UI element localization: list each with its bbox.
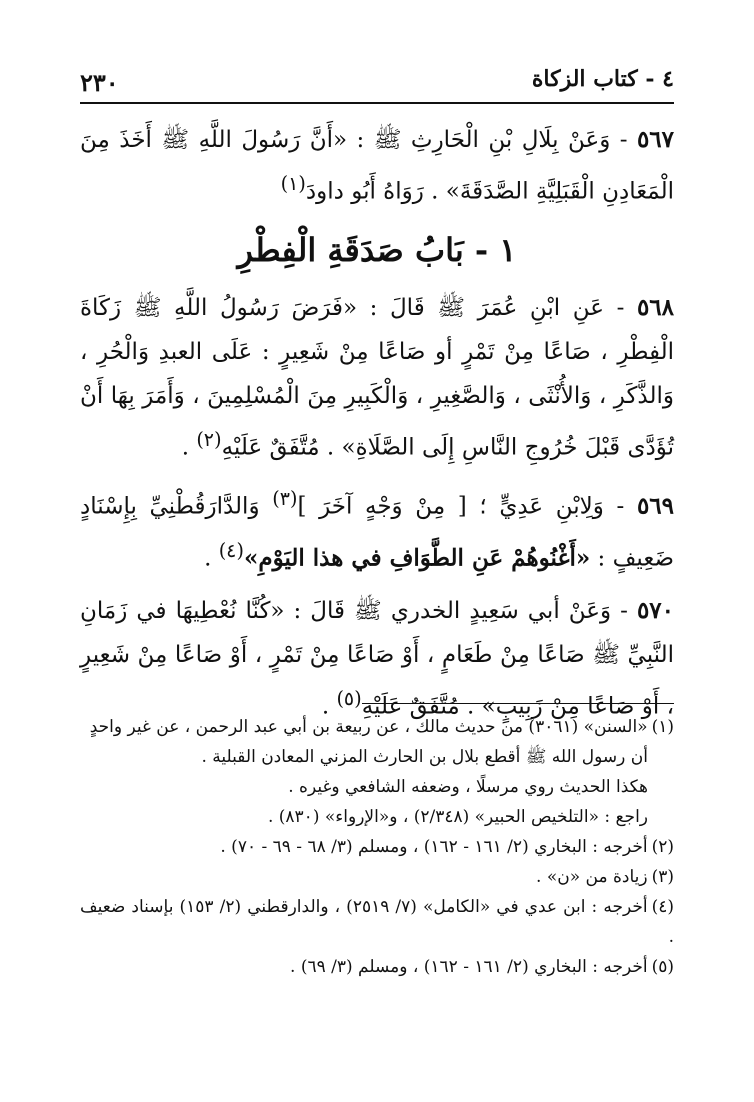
hadith-text: - وَلِابْنِ عَدِيٍّ ؛ [ مِنْ وَجْهٍ آخَرَ ] xyxy=(297,493,637,520)
hadith-tail: . xyxy=(321,693,337,720)
footnote-ref: (٣) xyxy=(272,487,298,511)
footnote-2 xyxy=(80,832,674,862)
footnote-3 xyxy=(80,862,674,892)
footnote-text: «السنن» (٣٠٦١) من حديث مالك ، عن ربيعة بن أبي عبد الرحمن ، عن غير واحدٍ xyxy=(89,717,648,737)
hadith-text: - عَنِ ابْنِ عُمَرَ ﷺ قَالَ : «فَرَضَ رَسُولُ اللَّهِ ﷺ زَكَاةَ الْفِطْرِ ، صَاعًا مِنْ تَمْرٍ أو صَاعًا مِنْ شَعِيرٍ : عَلَى العبدِ وَالْحُرِ ، وَالذَّكَرِ ، وَالأُنْثَى ، وَالصَّغِيرِ ، وَالْكَبِيرِ مِنَ الْمُسْلِمِينَ ، وَأَمَرَ بِهَا أَنْ تُؤَدَّى قَبْلَ خُرُوجِ النَّاسِ إِلَى الصَّلَاةِ» . مُتَّفَقٌ عَلَيْهِ xyxy=(80,294,674,461)
footnote-ref: (٤) xyxy=(218,538,244,562)
hadith-text: - وَعَنْ بِلَالِ بْنِ الْحَارِثِ ﷺ : «أَنَّ رَسُولَ اللَّهِ ﷺ أَخَذَ مِنَ الْمَعَادِنِ الْقَبَلِيَّةِ الصَّدَقَةَ» . رَوَاهُ أَبُو داودَ xyxy=(80,127,674,205)
footnote-1-line-3: هكذا الحديث روي مرسلًا ، وضعفه الشافعي وغيره . xyxy=(288,777,648,797)
page-header xyxy=(80,62,674,104)
footnote-label: (١) xyxy=(651,717,674,737)
footnotes xyxy=(80,712,674,982)
footnote-label: (٢) xyxy=(651,837,674,857)
hadith-tail: . xyxy=(204,545,219,572)
footnote-ref: (١) xyxy=(280,172,306,195)
footnote-text: أخرجه : البخاري (٢/ ١٦١ - ١٦٢) ، ومسلم (٣/ ٦٩) . xyxy=(290,957,648,977)
footnote-text: أخرجه : البخاري (٢/ ١٦١ - ١٦٢) ، ومسلم (٣/ ٦٨ - ٦٩ - ٧٠) . xyxy=(220,837,648,857)
footnote-4 xyxy=(80,892,674,952)
footnote-ref: (٥) xyxy=(336,686,362,710)
hadith-text: - وَعَنْ أبي سَعِيدٍ الخدري ﷺ قَالَ : «كُنَّا نُعْطِيهَا في زَمَانِ النَّبِيِّ ﷺ صَاعًا مِنْ طَعَامٍ ، أَوْ صَاعًا مِنْ تَمْرٍ ، أَوْ صَاعًا مِنْ شَعِيرٍ ، أَوْ صَاعًا مِنْ زَبِيبٍ» . مُتَّفَقٌ عَلَيْهِ xyxy=(80,597,674,720)
page-number: ٢٣٠ xyxy=(80,68,119,97)
hadith-quote: «أَغْنُوهُمْ عَنِ الطَّوَافِ في هذا اليَوْمِ» xyxy=(243,544,591,572)
hadith-number: ٥٧٠ xyxy=(636,596,674,624)
footnote-1-line-2: أن رسول الله ﷺ أقطع بلال بن الحارث المزني المعادن القبلية . xyxy=(201,747,648,767)
footnote-1 xyxy=(80,712,674,742)
main-text xyxy=(80,118,674,736)
hadith-number: ٥٦٨ xyxy=(636,293,674,321)
footnote-5 xyxy=(80,952,674,982)
footnote-1-line-4: راجع : «التلخيص الحبير» (٢/٣٤٨) ، و«الإرواء» (٨٣٠) . xyxy=(267,807,648,827)
hadith-567 xyxy=(80,118,674,214)
footnote-label: (٤) xyxy=(651,897,674,917)
footnote-separator xyxy=(362,703,674,704)
hadith-568 xyxy=(80,286,674,470)
chapter-heading: ١ - بَابُ صَدَقَةِ الْفِطْرِ xyxy=(237,230,517,269)
hadith-number: ٥٦٧ xyxy=(636,126,674,153)
footnote-ref: (٢) xyxy=(196,427,222,451)
hadith-569 xyxy=(80,477,674,580)
hadith-570 xyxy=(80,589,674,729)
footnote-text: أخرجه : ابن عدي في «الكامل» (٧/ ٢٥١٩) ، والدارقطني (٢/ ١٥٣) بإسناد ضعيف . xyxy=(80,897,674,947)
footnote-label: (٥) xyxy=(651,957,674,977)
chapter-running-title: ٤ - كتاب الزكاة xyxy=(531,66,674,92)
hadith-tail: . xyxy=(181,434,197,461)
hadith-number: ٥٦٩ xyxy=(636,492,675,520)
hadith-text-continued: وَالدَّارَقُطْنِيِّ بِإِسْنَادٍ ضَعِيفٍ : xyxy=(80,493,674,572)
footnote-label: (٣) xyxy=(651,867,674,887)
footnote-text: زيادة من «ن» . xyxy=(536,867,648,887)
